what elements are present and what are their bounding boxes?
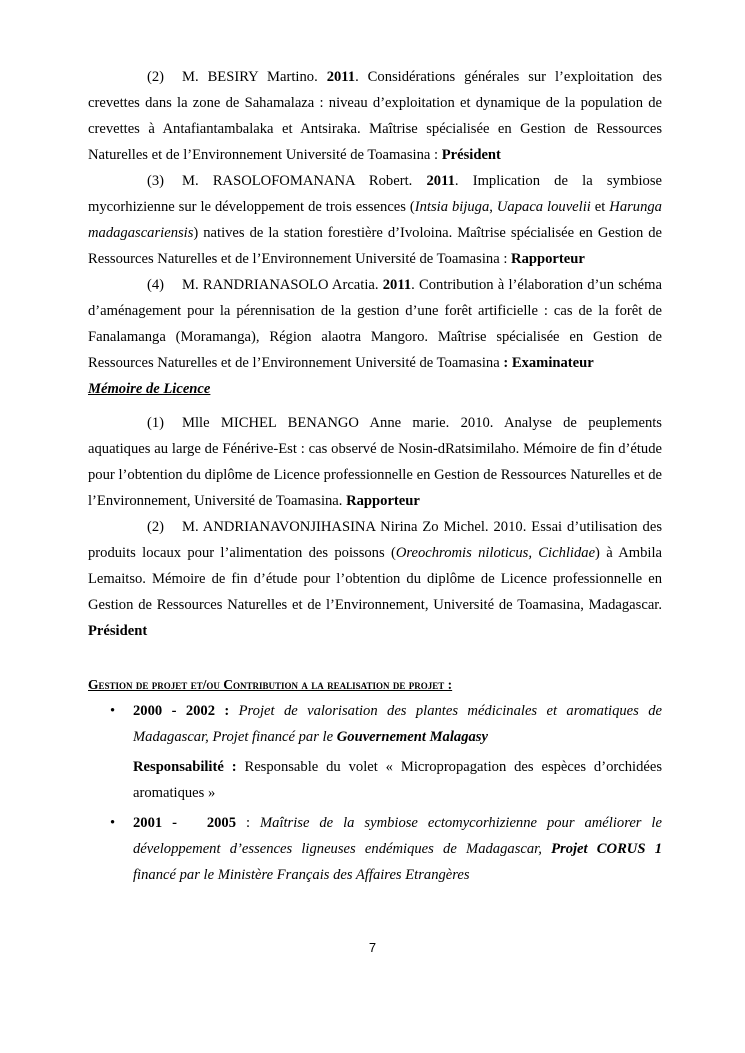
responsibility-label: Responsabilité : — [133, 759, 237, 775]
species-name: Uapaca louvelii — [496, 199, 591, 215]
list-item — [88, 810, 662, 888]
entry-text: ) natives de la station forestière d’Ivoloina. Maîtrise spécialisée en Gestion de Ressources Naturelles et de l’Environnement Université de Toamasina : — [88, 225, 662, 267]
page-number: 7 — [368, 940, 377, 955]
entry-text: . Considérations générales sur l’exploitation des crevettes dans la zone de Sahamalaza : niveau d’exploitation et dynamique de la population de crevettes à Antafiantambalaka et Antsiraka. Maîtrise spécialisée en Gestion de Ressources Naturelles et de l’Environnement Université de Toamasina : — [88, 69, 663, 163]
entry-text: ) à Ambila Lemaitso. Mémoire de fin d’étude pour l’obtention du diplôme de Licence professionnelle en Gestion de Ressources Naturelles et de l’Environnement, Université de Toamasina, Madagascar. — [88, 545, 662, 613]
bullet-icon: • — [110, 815, 116, 831]
entry-role: Président — [441, 147, 501, 163]
entry-author: M. BESIRY Martino. — [182, 69, 318, 85]
entry-year: 2011 — [382, 277, 412, 293]
separator: : — [236, 815, 260, 831]
entry-text: . Contribution à l’élaboration d’un schéma d’aménagement pour la pérennisation de la gestion d’une forêt artificielle : cas de la forêt de Fanalamanga (Moramanga), Région alaotra Mangoro. Maîtrise spécialisée en Gestion de Ressources Naturelles et de l’Environnement Université de Toamasina — [88, 277, 662, 371]
entry-role: Président — [88, 623, 148, 639]
entry-author: M. RANDRIANASOLO Arcatia. — [182, 277, 379, 293]
entry-role: : Examinateur — [499, 355, 594, 371]
species-name: Harunga madagascariensis — [88, 199, 662, 241]
entry-text: M. ANDRIANAVONJIHASINA Nirina Zo Michel. 2010. Essai d’utilisation des produits locaux pour l’alimentation des poissons ( — [88, 519, 662, 561]
list-item — [88, 698, 662, 806]
entry-number: (2) — [147, 519, 165, 535]
project-period: 2001 - 2005 — [133, 815, 237, 831]
entry-text: Mlle MICHEL BENANGO Anne marie. 2010. Analyse de peuplements aquatiques au large de Fénérive-Est : cas observé de Nosin-dRatsimilaho. Mémoire de fin d’étude pour l’obtention du diplôme de Licence professionnelle en Gestion de Ressources Naturelles et de l’Environnement, Université de Toamasina. — [88, 415, 662, 509]
separator: , — [489, 199, 497, 215]
species-name: Oreochromis niloticus, Cichlidae — [395, 545, 596, 561]
maitrise-entry-3 — [88, 168, 662, 272]
entry-year: 2011 — [426, 173, 455, 189]
project-funder: Gouvernement Malagasy — [336, 729, 488, 745]
separator: et — [590, 199, 610, 215]
project-period: 2000 - 2002 : — [133, 703, 230, 719]
entry-number: (2) — [147, 69, 165, 85]
entry-year: 2011 — [326, 69, 356, 85]
project-funding: financé par le Ministère Français des Affaires Etrangères — [133, 867, 470, 883]
entry-role: Rapporteur — [511, 251, 585, 267]
entry-role: Rapporteur — [346, 493, 420, 509]
project-description: Projet de valorisation des plantes médicinales et aromatiques de Madagascar, Projet financé par le — [133, 703, 662, 745]
bullet-icon: • — [110, 703, 116, 719]
licence-entry-2 — [88, 514, 662, 644]
licence-heading: Mémoire de Licence — [88, 381, 211, 397]
maitrise-entry-4 — [88, 272, 662, 376]
project-section-heading: Gestion de projet et/ou Contribution a la realisation de projet : — [88, 677, 453, 692]
project-description: Maîtrise de la symbiose ectomycorhizienne pour améliorer le développement d’essences ligneuses endémiques de Madagascar, — [133, 815, 662, 857]
licence-entry-1 — [88, 410, 662, 514]
project-name: Projet CORUS 1 — [551, 841, 662, 857]
entry-number: (4) — [147, 277, 165, 293]
project-list — [88, 698, 662, 888]
entry-author: M. RASOLOFOMANANA Robert. — [182, 173, 413, 189]
entry-text: . Implication de la symbiose mycorhizienne sur le développement de trois essences ( — [88, 173, 662, 215]
maitrise-entry-2 — [88, 64, 662, 168]
entry-number: (1) — [147, 415, 165, 431]
entry-number: (3) — [147, 173, 165, 189]
responsibility-text: Responsable du volet « Micropropagation des espèces d’orchidées aromatiques » — [133, 759, 662, 801]
document-page — [88, 64, 662, 888]
responsibility — [133, 754, 662, 806]
species-name: Intsia bijuga — [414, 199, 490, 215]
